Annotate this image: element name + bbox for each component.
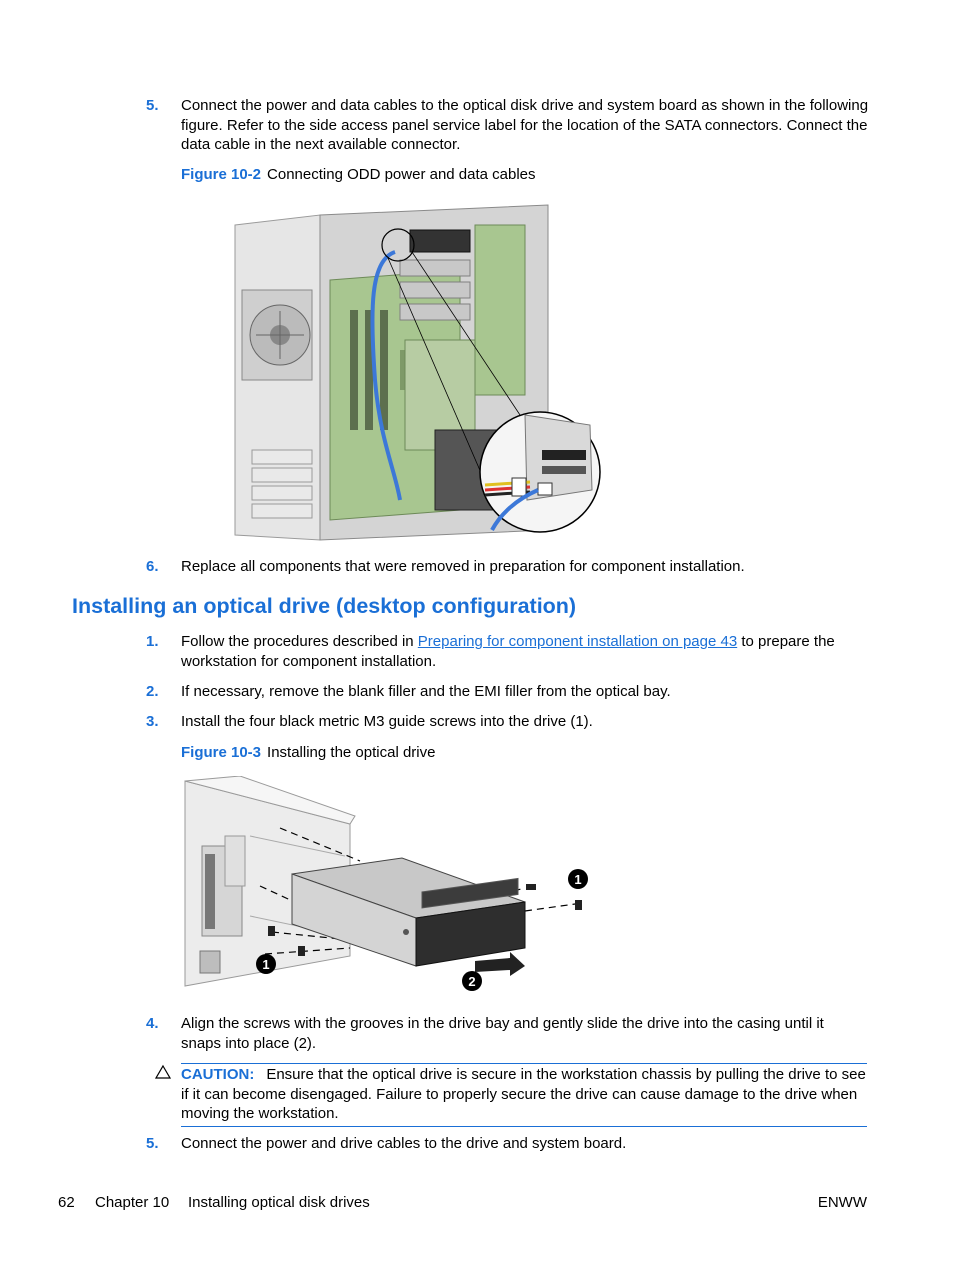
step-text-after: to prepare the workstation for component installation. bbox=[181, 633, 835, 670]
caution-label: CAUTION: bbox=[181, 1066, 255, 1083]
footer-chapter-title: Installing optical disk drives bbox=[188, 1194, 370, 1211]
footer-publication-code: ENWW bbox=[817, 1194, 867, 1211]
figure-caption bbox=[181, 165, 536, 184]
step-number: 3. bbox=[146, 713, 159, 730]
figure-caption-text: Connecting ODD power and data cables bbox=[267, 166, 536, 183]
step-text: Connect the power and drive cables to the drive and system board. bbox=[181, 1135, 627, 1152]
figure-install-drive-illustration bbox=[180, 776, 600, 994]
step-text-before: Follow the procedures described in bbox=[181, 633, 418, 650]
section-heading: Installing an optical drive (desktop configuration) bbox=[72, 594, 577, 618]
step-number: 5. bbox=[146, 1135, 159, 1152]
step-number: 6. bbox=[146, 558, 159, 575]
step-text bbox=[181, 632, 871, 671]
step-number: 5. bbox=[146, 97, 159, 114]
callout-1: 1 bbox=[574, 872, 582, 887]
figure-label: Figure 10-2 bbox=[181, 166, 262, 183]
step-number: 4. bbox=[146, 1015, 159, 1032]
footer-chapter: Chapter 10 bbox=[95, 1194, 170, 1211]
caution-text: Ensure that the optical drive is secure in the workstation chassis by pulling the drive to see if it can become disengaged. Failure to properly secure the drive can cause damage to the drive when moving the workstation. bbox=[181, 1066, 866, 1122]
figure-odd-cables-illustration bbox=[230, 200, 610, 545]
step-text: If necessary, remove the blank filler and the EMI filler from the optical bay. bbox=[181, 683, 671, 700]
caution-note bbox=[181, 1063, 867, 1127]
figure-caption bbox=[181, 743, 435, 762]
page-number: 62 bbox=[58, 1194, 75, 1211]
step-text: Align the screws with the grooves in the drive bay and gently slide the drive into the casing until it snaps into place (2). bbox=[181, 1015, 824, 1052]
step-text: Replace all components that were removed in preparation for component installation. bbox=[181, 558, 745, 575]
cross-reference-link[interactable]: Preparing for component installation on page 43 bbox=[417, 633, 738, 650]
step-text: Install the four black metric M3 guide screws into the drive (1). bbox=[181, 713, 593, 730]
callout-1: 1 bbox=[262, 957, 270, 972]
caution-triangle-icon bbox=[155, 1064, 171, 1080]
figure-label: Figure 10-3 bbox=[181, 744, 262, 761]
step-number: 1. bbox=[146, 633, 159, 650]
step-number: 2. bbox=[146, 683, 159, 700]
figure-caption-text: Installing the optical drive bbox=[267, 744, 436, 761]
step-text: Connect the power and data cables to the optical disk drive and system board as shown in the following figure. Refer to the side access panel service label for the location of the SATA connectors. Connect the data cable in the next available connector. bbox=[181, 97, 869, 153]
callout-2: 2 bbox=[468, 974, 476, 989]
